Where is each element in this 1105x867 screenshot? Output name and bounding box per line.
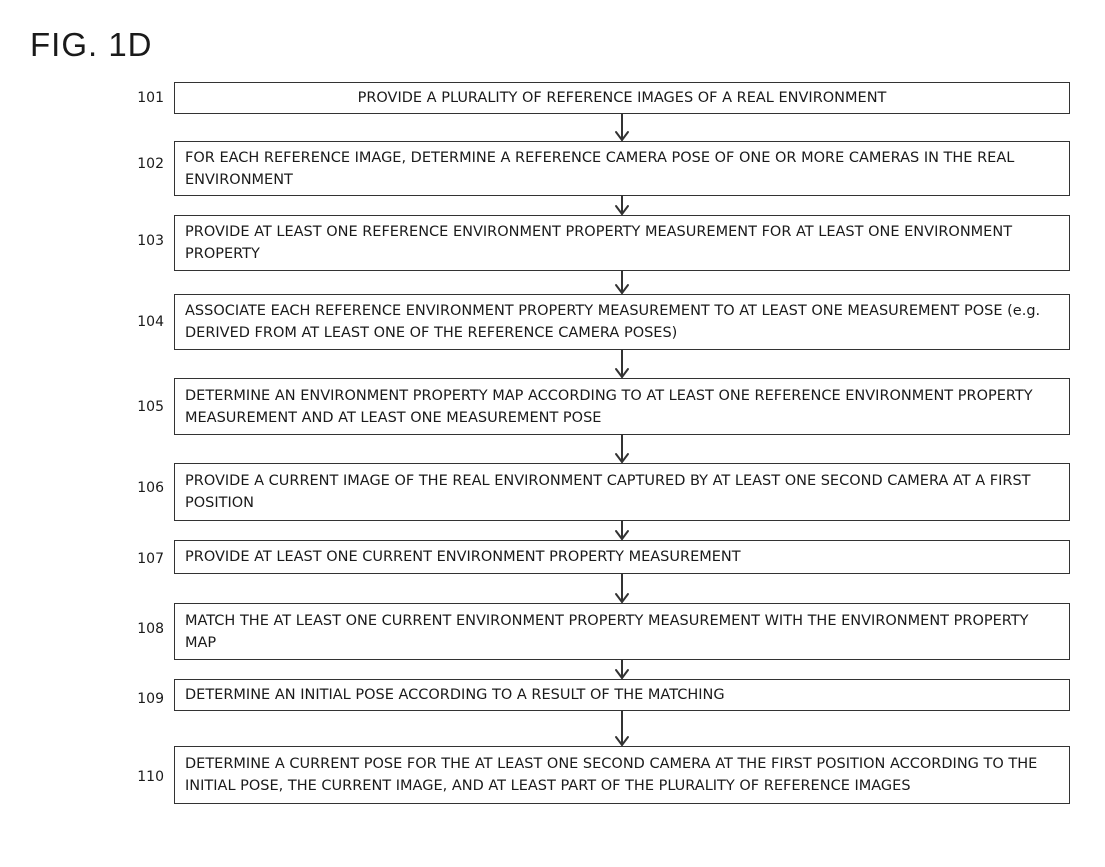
step-number-105: 105 xyxy=(137,399,164,415)
step-box-109 xyxy=(174,679,1070,711)
step-text-106: PROVIDE A CURRENT IMAGE OF THE REAL ENVIRONMENT CAPTURED BY AT LEAST ONE SECOND CAMERA AT A FIRST POSITION xyxy=(185,473,1031,511)
step-box-101 xyxy=(174,82,1070,114)
step-number-108: 108 xyxy=(137,621,164,637)
step-box-104 xyxy=(174,294,1070,350)
arrow-103-104 xyxy=(616,271,628,293)
step-number-104: 104 xyxy=(137,314,164,330)
step-box-105 xyxy=(174,378,1070,435)
arrow-102-103 xyxy=(616,196,628,214)
arrow-108-109 xyxy=(616,660,628,678)
step-box-110 xyxy=(174,746,1070,804)
arrow-105-106 xyxy=(616,435,628,462)
arrow-104-105 xyxy=(616,350,628,377)
step-text-105: DETERMINE AN ENVIRONMENT PROPERTY MAP ACCORDING TO AT LEAST ONE REFERENCE ENVIRONMENT PROPERTY MEASUREMENT AND AT LEAST ONE MEASUREMENT POSE xyxy=(185,387,1033,426)
arrow-107-108 xyxy=(616,574,628,602)
step-box-102 xyxy=(174,141,1070,196)
step-text-103: PROVIDE AT LEAST ONE REFERENCE ENVIRONMENT PROPERTY MEASUREMENT FOR AT LEAST ONE ENVIRONMENT PROPERTY xyxy=(185,224,1013,262)
step-number-109: 109 xyxy=(137,691,164,707)
step-box-108 xyxy=(174,603,1070,660)
step-box-106 xyxy=(174,463,1070,521)
step-text-102: FOR EACH REFERENCE IMAGE, DETERMINE A REFERENCE CAMERA POSE OF ONE OR MORE CAMERAS IN THE REAL ENVIRONMENT xyxy=(185,149,1015,188)
step-text-104: ASSOCIATE EACH REFERENCE ENVIRONMENT PROPERTY MEASUREMENT TO AT LEAST ONE MEASUREMENT POSE (e.g. DERIVED FROM AT LEAST ONE OF THE REFERENCE CAMERA POSES) xyxy=(185,303,1041,341)
step-box-103 xyxy=(174,215,1070,271)
step-box-107 xyxy=(174,540,1070,574)
step-text-110: DETERMINE A CURRENT POSE FOR THE AT LEAST ONE SECOND CAMERA AT THE FIRST POSITION ACCORDING TO THE INITIAL POSE, THE CURRENT IMAGE, AND AT LEAST PART OF THE PLURALITY OF REFERENCE IMAGES xyxy=(185,756,1038,794)
step-number-101: 101 xyxy=(137,90,164,106)
step-number-107: 107 xyxy=(137,551,164,567)
step-number-106: 106 xyxy=(137,480,164,496)
arrow-109-110 xyxy=(616,711,628,745)
step-text-101: PROVIDE A PLURALITY OF REFERENCE IMAGES OF A REAL ENVIRONMENT xyxy=(357,90,887,106)
step-number-103: 103 xyxy=(137,233,164,249)
step-number-110: 110 xyxy=(137,769,164,785)
step-text-107: PROVIDE AT LEAST ONE CURRENT ENVIRONMENT PROPERTY MEASUREMENT xyxy=(185,549,741,565)
step-text-109: DETERMINE AN INITIAL POSE ACCORDING TO A RESULT OF THE MATCHING xyxy=(185,687,725,703)
arrow-101-102 xyxy=(616,114,628,140)
step-text-108: MATCH THE AT LEAST ONE CURRENT ENVIRONMENT PROPERTY MEASUREMENT WITH THE ENVIRONMENT PROPERTY MAP xyxy=(185,612,1029,651)
page-title: FIG. 1D xyxy=(30,26,153,63)
step-number-102: 102 xyxy=(137,156,164,172)
arrow-106-107 xyxy=(616,521,628,539)
